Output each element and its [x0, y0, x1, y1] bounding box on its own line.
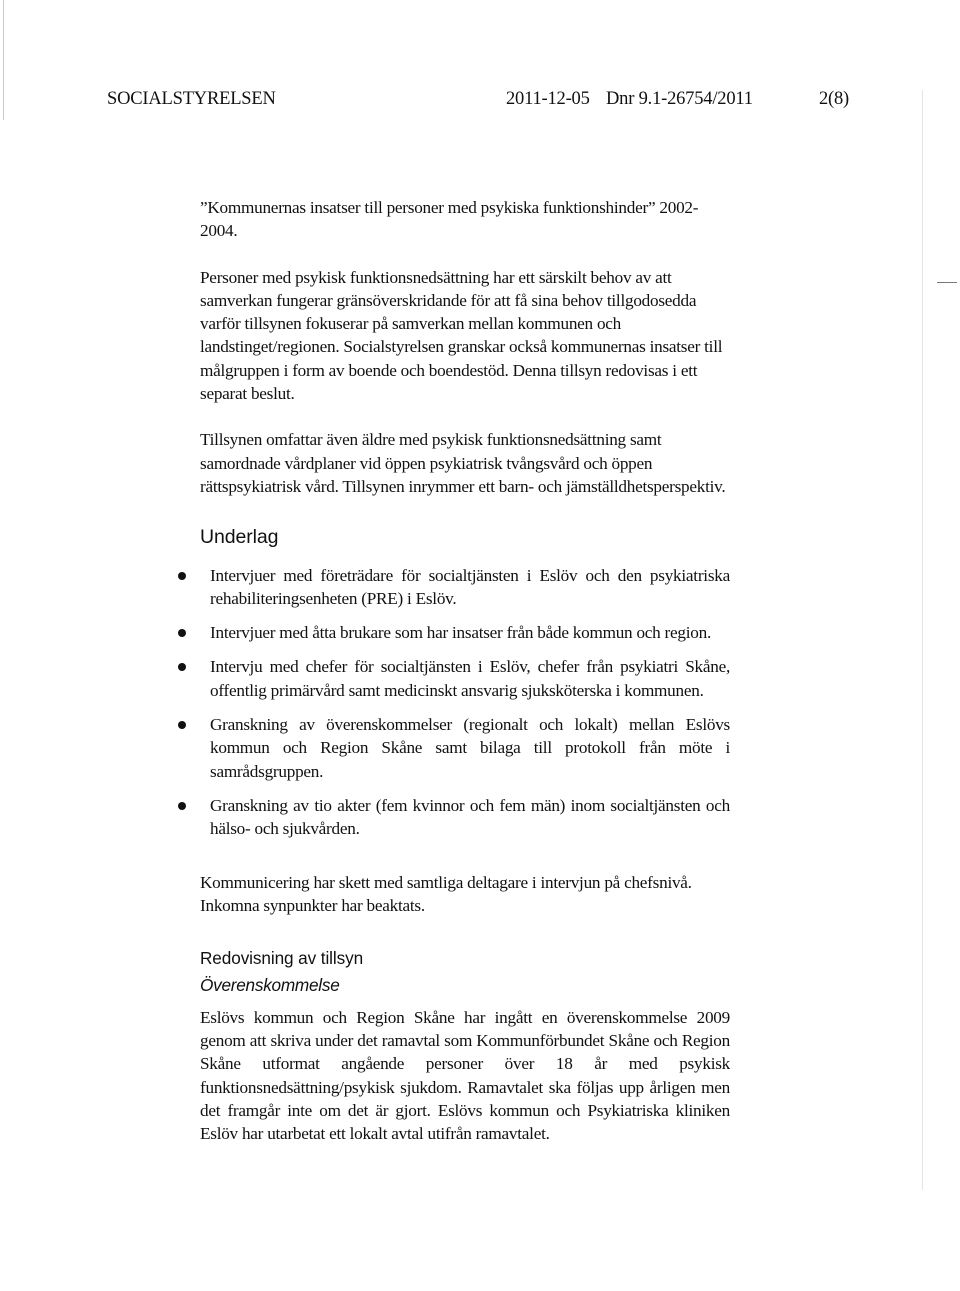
document-body	[200, 196, 730, 1169]
list-item-text: Intervju med chefer för socialtjänsten i Eslöv, chefer från psykiatri Skåne, offentlig primärvård samt medicinskt ansvarig sjuksköterska i kommunen.	[210, 657, 730, 700]
bullet-icon	[178, 802, 186, 810]
underlag-heading: Underlag	[200, 526, 279, 549]
redovisning-heading: Redovisning av tillsyn	[200, 948, 364, 969]
scan-edge-line	[922, 90, 923, 1190]
page-header	[107, 89, 887, 117]
underlag-list	[200, 564, 730, 841]
list-item	[200, 794, 730, 841]
list-item	[200, 655, 730, 702]
header-organization: SOCIALSTYRELSEN	[107, 89, 276, 109]
header-date: 2011-12-05	[506, 89, 590, 109]
list-item-text: Intervjuer med företrädare för socialtjänsten i Eslöv och den psykiatriska rehabiliteringsenheten (PRE) i Eslöv.	[210, 565, 730, 608]
bullet-icon	[178, 663, 186, 671]
bullet-icon	[178, 629, 186, 637]
overenskommelse-heading: Överenskommelse	[200, 975, 340, 996]
list-item-text: Granskning av överenskommelser (regionalt och lokalt) mellan Eslövs kommun och Region Skåne samt bilaga till protokoll från möte i samrådsgruppen.	[210, 715, 730, 781]
header-reference-number: Dnr 9.1-26754/2011	[606, 89, 753, 109]
intro-paragraph: Personer med psykisk funktionsnedsättning har ett särskilt behov av att samverkan fungerar gränsöverskridande för att få sina behov tillgodosedda varför tillsynen fokuserar på samverkan mellan kommunen och landstinget/regionen. Socialstyrelsen granskar också kommunernas insatser till målgruppen i form av boende och boendestöd. Denna tillsyn redovisas i ett separat beslut.	[200, 267, 723, 404]
bullet-icon	[178, 721, 186, 729]
header-page-number: 2(8)	[819, 89, 850, 109]
scope-paragraph: Tillsynen omfattar även äldre med psykisk funktionsnedsättning samt samordnade vårdplaner vid öppen psykiatrisk tvångsvård och öppen rättspsykiatrisk vård. Tillsynen inrymmer ett barn- och jämställdhetsperspektiv.	[200, 430, 726, 496]
list-item-text: Granskning av tio akter (fem kvinnor och fem män) inom socialtjänsten och hälso- och sjukvården.	[210, 795, 730, 839]
list-item-text: Intervjuer med åtta brukare som har insatser från både kommun och region.	[210, 623, 712, 643]
bullet-icon	[178, 572, 186, 580]
list-item	[200, 564, 730, 611]
list-item	[200, 713, 730, 783]
scan-left-edge	[3, 0, 4, 120]
list-item	[200, 621, 730, 644]
scan-tick-mark	[937, 282, 957, 283]
report-title-quote: ”Kommunernas insatser till personer med psykiska funktionshinder” 2002-2004.	[200, 198, 699, 241]
kommunicering-paragraph: Kommunicering har skett med samtliga deltagare i intervjun på chefsnivå. Inkomna synpunkter har beaktats.	[200, 872, 692, 915]
overenskommelse-paragraph: Eslövs kommun och Region Skåne har ingått en överenskommelse 2009 genom att skriva under det ramavtal som Kommunförbundet Skåne och Region Skåne utformat angående personer över 18 år med psykisk funktionsnedsättning/psykisk sjukdom. Ramavtalet ska följas upp årligen men det framgår inte om det är gjort. Eslövs kommun och Psykiatriska kliniken Eslöv har utarbetat ett lokalt avtal utifrån ramavtalet.	[200, 1007, 730, 1144]
